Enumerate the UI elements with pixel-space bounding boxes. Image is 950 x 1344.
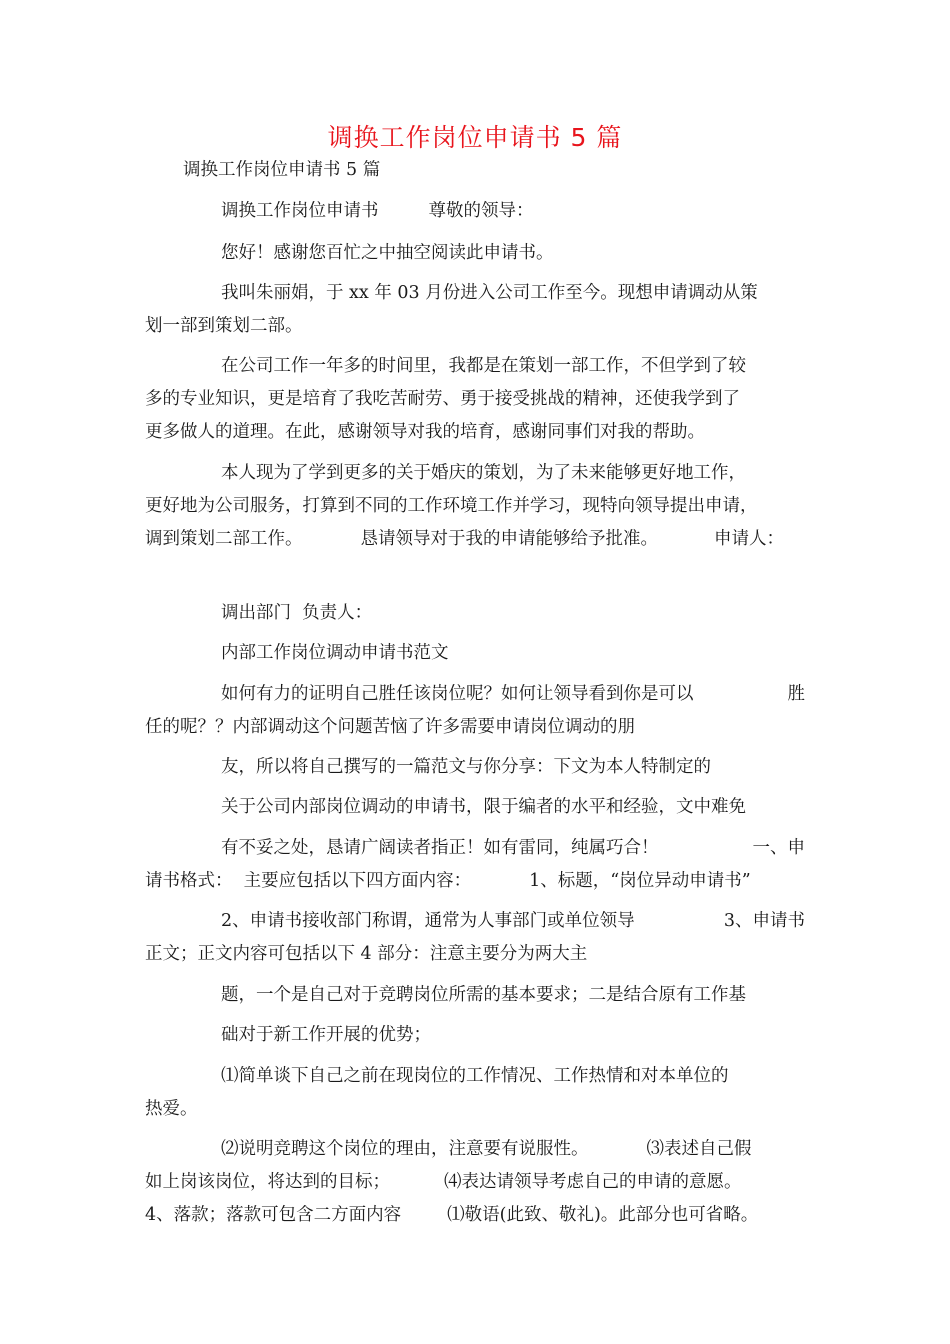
- paragraph-line: 4、落款；落款可包含二方面内容 ⑴敬语(此致、敬礼)。此部分也可省略。: [145, 1205, 759, 1225]
- paragraph-line: ⑴简单谈下自己之前在现岗位的工作情况、工作热情和对本单位的: [221, 1066, 729, 1086]
- paragraph-line: 如何有力的证明自己胜任该岗位呢？如何让领导看到你是可以 胜: [221, 684, 805, 704]
- paragraph-line: 如上岗该岗位，将达到的目标； ⑷表达请领导考虑自己的申请的意愿。: [145, 1172, 742, 1192]
- paragraph-line: 题，一个是自己对于竞聘岗位所需的基本要求；二是结合原有工作基: [221, 985, 746, 1005]
- paragraph-line: 更好地为公司服务，打算到不同的工作环境工作并学习，现特向领导提出申请，: [145, 496, 758, 516]
- paragraph-line: 多的专业知识，更是培育了我吃苦耐劳、勇于接受挑战的精神，还使我学到了: [145, 389, 740, 409]
- paragraph-line: 任的呢？？内部调动这个问题苦恼了许多需要申请岗位调动的朋: [145, 717, 635, 737]
- paragraph-line: 请书格式： 主要应包括以下四方面内容： 1、标题，“岗位异动申请书”: [145, 871, 751, 891]
- paragraph-line: 本人现为了学到更多的关于婚庆的策划，为了未来能够更好地工作，: [221, 463, 746, 483]
- paragraph-line: 友，所以将自己撰写的一篇范文与你分享：下文为本人特制定的: [221, 757, 711, 777]
- paragraph-line: 有不妥之处，恳请广阔读者指正！如有雷同，纯属巧合！ 一、申: [221, 838, 805, 858]
- paragraph-line: ⑵说明竞聘这个岗位的理由，注意要有说服性。 ⑶表述自己假: [221, 1139, 752, 1159]
- document-title: 调换工作岗位申请书 5 篇: [327, 123, 623, 152]
- paragraph-line: 划一部到策划二部。: [145, 316, 303, 336]
- paragraph-line: 础对于新工作开展的优势；: [221, 1025, 431, 1045]
- paragraph-line: 正文；正文内容可包括以下 4 部分：注意主要分为两大主: [145, 944, 588, 964]
- paragraph-line: 2、申请书接收部门称谓，通常为人事部门或单位领导 3、申请书: [221, 911, 805, 931]
- paragraph-line: 您好！感谢您百忙之中抽空阅读此申请书。: [221, 243, 554, 263]
- paragraph-line: 调出部门 负责人：: [221, 603, 373, 623]
- paragraph-line: 调换工作岗位申请书 尊敬的领导：: [221, 201, 534, 221]
- paragraph-line: 调到策划二部工作。 恳请领导对于我的申请能够给予批准。 申请人：: [145, 529, 784, 549]
- document-subtitle: 调换工作岗位申请书 5 篇: [183, 160, 381, 180]
- paragraph-line: 热爱。: [145, 1099, 198, 1119]
- paragraph-line: 我叫朱丽娟，于 xx 年 03 月份进入公司工作至今。现想申请调动从策: [221, 283, 758, 303]
- section-heading: 内部工作岗位调动申请书范文: [221, 643, 449, 663]
- paragraph-line: 更多做人的道理。在此，感谢领导对我的培育，感谢同事们对我的帮助。: [145, 422, 705, 442]
- paragraph-line: 在公司工作一年多的时间里，我都是在策划一部工作，不但学到了较: [221, 356, 746, 376]
- paragraph-line: 关于公司内部岗位调动的申请书，限于编者的水平和经验，文中难免: [221, 797, 746, 817]
